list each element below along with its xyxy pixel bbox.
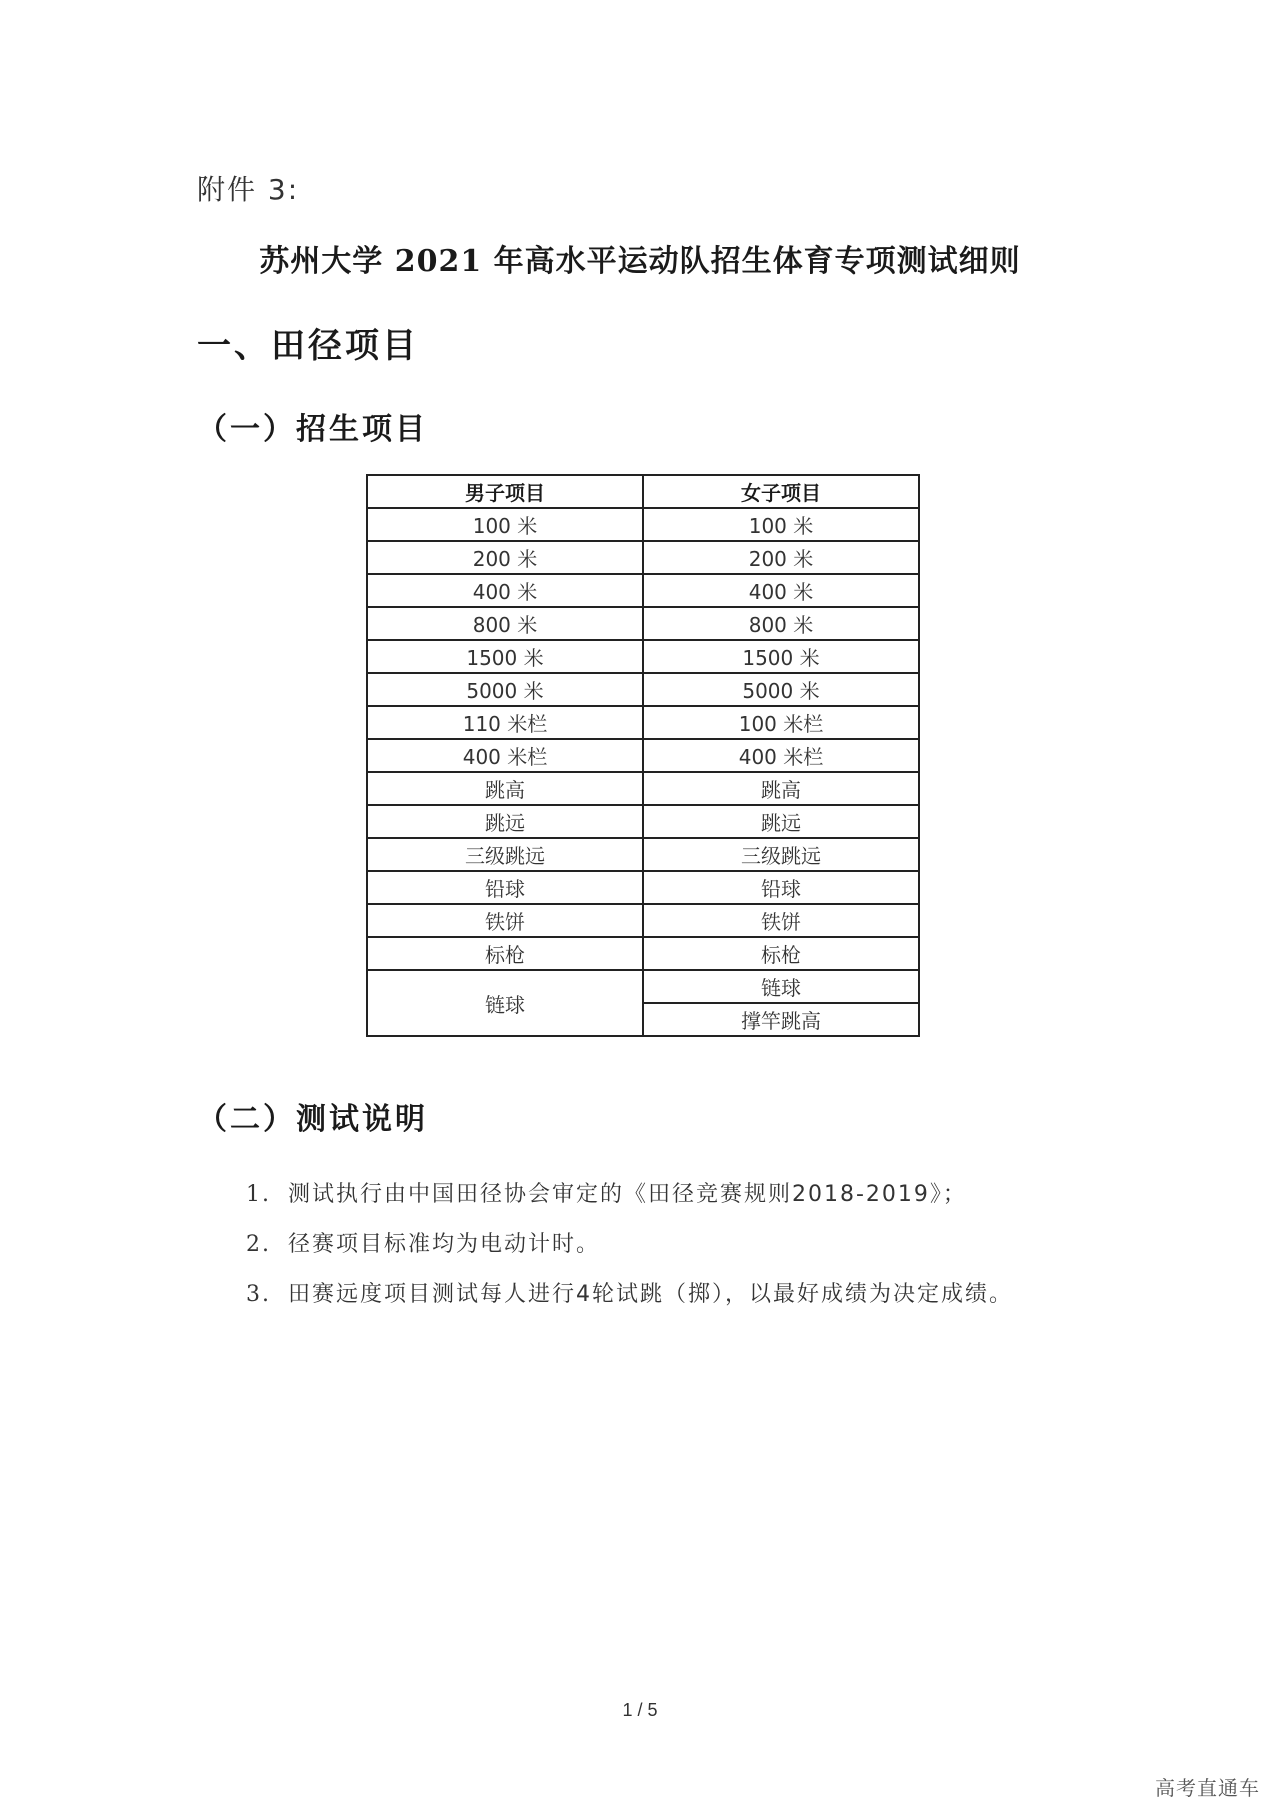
table-cell-men: 标枪 — [367, 937, 643, 970]
table-cell-women: 100 米栏 — [643, 706, 919, 739]
table-cell-women: 撑竿跳高 — [643, 1003, 919, 1036]
table-cell-men: 铁饼 — [367, 904, 643, 937]
table-row — [367, 805, 919, 838]
table-row — [367, 640, 919, 673]
list-item-number: 1. — [246, 1182, 271, 1207]
section-heading-track-field: 一、田径项目 — [197, 326, 419, 366]
table-cell-men: 跳高 — [367, 772, 643, 805]
table-row — [367, 739, 919, 772]
table-cell-women: 三级跳远 — [643, 838, 919, 871]
table-cell-women: 铁饼 — [643, 904, 919, 937]
table-cell-women: 800 米 — [643, 607, 919, 640]
table-cell-women: 链球 — [643, 970, 919, 1003]
table-cell-women: 5000 米 — [643, 673, 919, 706]
table-row — [367, 772, 919, 805]
table-cell-men: 200 米 — [367, 541, 643, 574]
events-table — [366, 474, 920, 1037]
table-cell-men: 110 米栏 — [367, 706, 643, 739]
test-notes-list — [246, 1170, 1013, 1320]
page-number: 1 / 5 — [622, 1700, 658, 1720]
table-cell-men: 400 米栏 — [367, 739, 643, 772]
table-cell-women: 标枪 — [643, 937, 919, 970]
list-item-text: 田赛远度项目测试每人进行4轮试跳（掷），以最好成绩为决定成绩。 — [288, 1282, 1013, 1307]
table-cell-women: 400 米 — [643, 574, 919, 607]
table-cell-men: 400 米 — [367, 574, 643, 607]
watermark: 高考直通车 — [1155, 1776, 1260, 1800]
table-row — [367, 871, 919, 904]
table-row — [367, 508, 919, 541]
table-cell-women: 铅球 — [643, 871, 919, 904]
table-row — [367, 937, 919, 970]
table-cell-women: 100 米 — [643, 508, 919, 541]
table-row — [367, 574, 919, 607]
table-cell-women: 400 米栏 — [643, 739, 919, 772]
list-item-number: 3. — [246, 1282, 271, 1307]
table-cell-men: 跳远 — [367, 805, 643, 838]
subsection-heading-test-notes: （二）测试说明 — [197, 1102, 428, 1137]
table-row — [367, 970, 919, 1003]
table-cell-women: 跳远 — [643, 805, 919, 838]
list-item — [246, 1270, 1013, 1320]
column-header-men: 男子项目 — [367, 475, 643, 508]
list-item-text: 测试执行由中国田径协会审定的《田径竞赛规则2018-2019》； — [288, 1182, 967, 1207]
table-row — [367, 838, 919, 871]
table-cell-men: 5000 米 — [367, 673, 643, 706]
table-cell-men: 100 米 — [367, 508, 643, 541]
table-cell-women: 跳高 — [643, 772, 919, 805]
table-header-row — [367, 475, 919, 508]
table-row — [367, 904, 919, 937]
column-header-women: 女子项目 — [643, 475, 919, 508]
table-row — [367, 607, 919, 640]
table-cell-women: 200 米 — [643, 541, 919, 574]
attachment-label: 附件 3: — [197, 173, 300, 206]
table-cell-women: 1500 米 — [643, 640, 919, 673]
list-item-number: 2. — [246, 1232, 271, 1257]
list-item — [246, 1220, 1013, 1270]
table-cell-men-merged: 链球 — [367, 970, 643, 1036]
table-cell-men: 铅球 — [367, 871, 643, 904]
list-item — [246, 1170, 1013, 1220]
list-item-text: 径赛项目标准均为电动计时。 — [288, 1232, 601, 1257]
table-row — [367, 541, 919, 574]
table-row — [367, 673, 919, 706]
table-cell-men: 800 米 — [367, 607, 643, 640]
subsection-heading-events: （一）招生项目 — [197, 412, 428, 447]
table-cell-men: 1500 米 — [367, 640, 643, 673]
table-row — [367, 706, 919, 739]
table-cell-men: 三级跳远 — [367, 838, 643, 871]
document-title: 苏州大学 2021 年高水平运动队招生体育专项测试细则 — [259, 244, 1021, 279]
